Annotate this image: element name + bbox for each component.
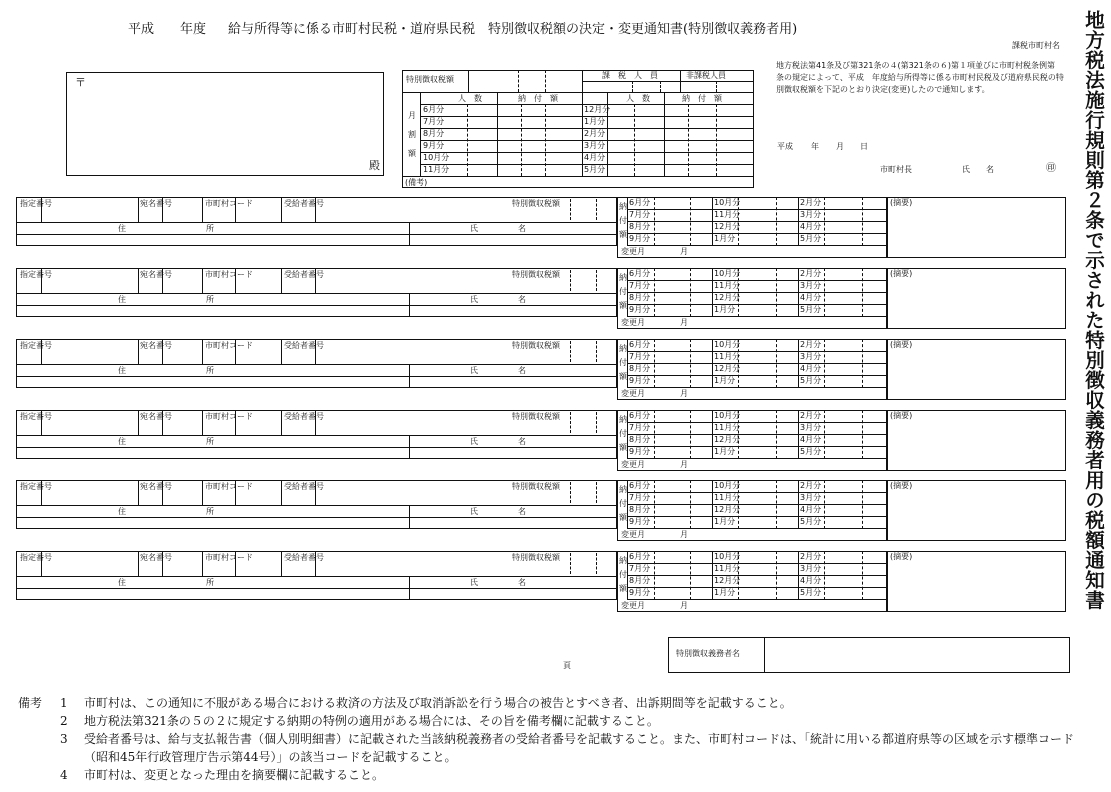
month-left: 7月分 <box>423 117 445 126</box>
month-left: 9月分 <box>423 141 445 150</box>
header-year-label: 年度 <box>180 22 207 37</box>
month-cell: 1月分 <box>714 234 736 243</box>
date-year: 年 <box>811 142 819 151</box>
month-cell: 9月分 <box>629 517 651 526</box>
note-item: 3 受給者番号は、給与支払報告書（個人別明細書）に記載された当該納税義務者の受給者番号を記載すること。また、市町村コードは、「統計に用いる都道府県等の区域を示す標準コード（昭和45年行政管理庁告示第44号）」の該当コードを記載すること。 <box>60 732 1075 764</box>
total-tax-label: 特別徴収税額 <box>406 75 454 84</box>
month-cell: 8月分 <box>629 435 651 444</box>
month-cell: 1月分 <box>714 447 736 456</box>
amount-label-left: 納 付 額 <box>518 94 558 103</box>
change-month-label: 変更月 <box>621 460 645 469</box>
name-label: 氏 名 <box>470 507 526 516</box>
pay-label-2: 付 <box>619 287 627 296</box>
taxed-label: 課 税 人 員 <box>602 71 658 80</box>
payee-no-label: 受給者番号 <box>284 199 324 208</box>
month-cell: 2月分 <box>800 552 822 561</box>
summary-label: (摘要) <box>890 481 913 490</box>
name-label: 氏 名 <box>470 437 526 446</box>
month-cell: 4月分 <box>800 505 822 514</box>
pay-label-1: 納 <box>619 415 627 424</box>
name-label: 氏 名 <box>470 578 526 587</box>
name-label: 氏 名 <box>470 295 526 304</box>
address-label: 住 所 <box>118 507 214 516</box>
month-cell: 4月分 <box>800 576 822 585</box>
note-item: 4 市町村は、変更となった理由を摘要欄に記載すること。 <box>60 768 385 782</box>
designation-no-label: 指定番号 <box>20 412 52 421</box>
month-cell: 5月分 <box>800 234 822 243</box>
month-cell: 3月分 <box>800 493 822 502</box>
recipient-no-label: 宛名番号 <box>140 412 172 421</box>
note-item: 1 市町村は、この通知に不服がある場合における救済の方法及び取消訴訟を行う場合の被告とすべき者、出訴期間等を記載すること。 <box>60 696 792 710</box>
change-month-unit: 月 <box>680 318 688 327</box>
month-right: 12月分 <box>584 105 611 114</box>
month-cell: 7月分 <box>629 281 651 290</box>
city-code-label: 市町村コード <box>205 482 253 491</box>
recipient-no-label: 宛名番号 <box>140 270 172 279</box>
signature-name: 氏 名 <box>962 165 994 174</box>
recipient-no-label: 宛名番号 <box>140 553 172 562</box>
month-cell: 3月分 <box>800 210 822 219</box>
page-label: 頁 <box>563 661 571 670</box>
month-left: 8月分 <box>423 129 445 138</box>
recipient-no-label: 宛名番号 <box>140 341 172 350</box>
month-left: 10月分 <box>423 153 450 162</box>
summary-label: (摘要) <box>890 269 913 278</box>
pay-label-3: 額 <box>619 513 627 522</box>
record-months-box <box>617 551 887 612</box>
address-label: 住 所 <box>118 295 214 304</box>
month-cell: 7月分 <box>629 564 651 573</box>
month-cell: 8月分 <box>629 364 651 373</box>
month-right: 4月分 <box>584 153 606 162</box>
month-cell: 7月分 <box>629 423 651 432</box>
change-month-unit: 月 <box>680 530 688 539</box>
month-cell: 6月分 <box>629 481 651 490</box>
month-cell: 11月分 <box>714 423 741 432</box>
month-cell: 1月分 <box>714 305 736 314</box>
month-cell: 12月分 <box>714 576 741 585</box>
month-cell: 12月分 <box>714 222 741 231</box>
month-cell: 9月分 <box>629 588 651 597</box>
notes-section <box>18 694 1078 784</box>
legal-text: 地方税法第41条及び第321条の４(第321条の６)第１項並びに市町村税条例第 条の規定によって、平成 年度給与所得等に係る市町村民税及び道府県民税の特別徴収税額を下記のとおり決定(変更)したので通知します。 <box>776 61 1071 94</box>
recipient-no-label: 宛名番号 <box>140 482 172 491</box>
address-label: 住 所 <box>118 437 214 446</box>
postal-mark: 〒 <box>75 76 86 89</box>
month-cell: 9月分 <box>629 234 651 243</box>
month-cell: 9月分 <box>629 447 651 456</box>
remarks-label: (備考) <box>405 178 428 187</box>
month-cell: 6月分 <box>629 269 651 278</box>
month-cell: 10月分 <box>714 411 741 420</box>
change-month-unit: 月 <box>680 389 688 398</box>
pay-label-2: 付 <box>619 499 627 508</box>
month-cell: 10月分 <box>714 198 741 207</box>
pay-label-2: 付 <box>619 570 627 579</box>
notes-heading: 備考 <box>18 696 43 710</box>
month-left: 11月分 <box>423 165 450 174</box>
month-cell: 8月分 <box>629 222 651 231</box>
designation-no-label: 指定番号 <box>20 482 52 491</box>
monthly-label-3: 額 <box>408 149 416 158</box>
month-cell: 12月分 <box>714 293 741 302</box>
people-label-right: 人 数 <box>626 94 650 103</box>
record-summary-box[interactable] <box>887 480 1066 541</box>
change-month-label: 変更月 <box>621 601 645 610</box>
pay-label-1: 納 <box>619 344 627 353</box>
pay-label-1: 納 <box>619 202 627 211</box>
change-month-label: 変更月 <box>621 247 645 256</box>
record-summary-box[interactable] <box>887 551 1066 612</box>
obligor-label: 特別徴収義務者名 <box>676 649 740 658</box>
seal-mark: ㊞ <box>1046 163 1056 174</box>
date-era: 平成 <box>777 142 793 151</box>
month-cell: 10月分 <box>714 552 741 561</box>
untaxed-label: 非課税人員 <box>686 71 726 80</box>
change-month-label: 変更月 <box>621 530 645 539</box>
month-cell: 10月分 <box>714 481 741 490</box>
city-code-label: 市町村コード <box>205 341 253 350</box>
change-month-label: 変更月 <box>621 318 645 327</box>
month-cell: 12月分 <box>714 364 741 373</box>
month-right: 1月分 <box>584 117 606 126</box>
month-cell: 3月分 <box>800 352 822 361</box>
tax-amount-label: 特別徴収税額 <box>512 412 560 421</box>
pay-label-3: 額 <box>619 372 627 381</box>
address-label: 住 所 <box>118 578 214 587</box>
month-cell: 5月分 <box>800 305 822 314</box>
month-cell: 6月分 <box>629 411 651 420</box>
city-code-label: 市町村コード <box>205 199 253 208</box>
change-month-unit: 月 <box>680 601 688 610</box>
month-cell: 9月分 <box>629 376 651 385</box>
name-label: 氏 名 <box>470 224 526 233</box>
month-right: 2月分 <box>584 129 606 138</box>
payee-no-label: 受給者番号 <box>284 553 324 562</box>
pay-label-3: 額 <box>619 230 627 239</box>
month-cell: 9月分 <box>629 305 651 314</box>
month-cell: 5月分 <box>800 376 822 385</box>
month-cell: 2月分 <box>800 269 822 278</box>
pay-label-3: 額 <box>619 301 627 310</box>
month-cell: 5月分 <box>800 588 822 597</box>
month-cell: 12月分 <box>714 435 741 444</box>
month-cell: 6月分 <box>629 552 651 561</box>
summary-table <box>402 70 754 188</box>
month-cell: 7月分 <box>629 210 651 219</box>
payee-no-label: 受給者番号 <box>284 482 324 491</box>
date-day: 日 <box>860 142 868 151</box>
month-cell: 5月分 <box>800 447 822 456</box>
month-right: 5月分 <box>584 165 606 174</box>
month-cell: 7月分 <box>629 352 651 361</box>
month-cell: 11月分 <box>714 352 741 361</box>
month-cell: 11月分 <box>714 281 741 290</box>
tax-amount-label: 特別徴収税額 <box>512 553 560 562</box>
month-cell: 11月分 <box>714 564 741 573</box>
record-months-box <box>617 410 887 471</box>
tax-amount-label: 特別徴収税額 <box>512 341 560 350</box>
recipient-no-label: 宛名番号 <box>140 199 172 208</box>
record-summary-box[interactable] <box>887 339 1066 400</box>
month-cell: 4月分 <box>800 364 822 373</box>
people-label-left: 人 数 <box>458 94 482 103</box>
pay-label-2: 付 <box>619 216 627 225</box>
month-cell: 11月分 <box>714 493 741 502</box>
month-cell: 6月分 <box>629 340 651 349</box>
record-months-box <box>617 197 887 258</box>
honorific: 殿 <box>369 159 380 172</box>
change-month-unit: 月 <box>680 460 688 469</box>
note-item: 2 地方税法第321条の５の２に規定する納期の特例の適用がある場合には、その旨を備考欄に記載すること。 <box>60 714 659 728</box>
month-cell: 8月分 <box>629 576 651 585</box>
month-cell: 3月分 <box>800 564 822 573</box>
date-month: 月 <box>836 142 844 151</box>
summary-label: (摘要) <box>890 411 913 420</box>
designation-no-label: 指定番号 <box>20 270 52 279</box>
month-cell: 3月分 <box>800 281 822 290</box>
address-label: 住 所 <box>118 366 214 375</box>
record-summary-box[interactable] <box>887 410 1066 471</box>
pay-label-2: 付 <box>619 358 627 367</box>
record-months-box <box>617 268 887 329</box>
monthly-label-2: 割 <box>408 130 416 139</box>
month-cell: 2月分 <box>800 340 822 349</box>
month-cell: 10月分 <box>714 340 741 349</box>
record-months-box <box>617 480 887 541</box>
month-cell: 2月分 <box>800 198 822 207</box>
amount-label-right: 納 付 額 <box>682 94 722 103</box>
month-cell: 8月分 <box>629 505 651 514</box>
address-box[interactable] <box>66 72 384 176</box>
pay-label-2: 付 <box>619 429 627 438</box>
monthly-label-1: 月 <box>408 111 416 120</box>
month-cell: 6月分 <box>629 198 651 207</box>
month-cell: 5月分 <box>800 517 822 526</box>
month-cell: 7月分 <box>629 493 651 502</box>
summary-label: (摘要) <box>890 198 913 207</box>
header-era: 平成 <box>128 22 155 37</box>
month-cell: 2月分 <box>800 411 822 420</box>
office-label: 課税市町村名 <box>1012 41 1060 50</box>
record-summary-box[interactable] <box>887 268 1066 329</box>
change-month-label: 変更月 <box>621 389 645 398</box>
month-cell: 4月分 <box>800 435 822 444</box>
month-cell: 1月分 <box>714 588 736 597</box>
month-cell: 12月分 <box>714 505 741 514</box>
pay-label-1: 納 <box>619 273 627 282</box>
address-label: 住 所 <box>118 224 214 233</box>
record-summary-box[interactable] <box>887 197 1066 258</box>
month-cell: 11月分 <box>714 210 741 219</box>
payee-no-label: 受給者番号 <box>284 270 324 279</box>
pay-label-3: 額 <box>619 584 627 593</box>
payee-no-label: 受給者番号 <box>284 341 324 350</box>
city-code-label: 市町村コード <box>205 270 253 279</box>
month-cell: 4月分 <box>800 293 822 302</box>
tax-amount-label: 特別徴収税額 <box>512 270 560 279</box>
record-months-box <box>617 339 887 400</box>
month-right: 3月分 <box>584 141 606 150</box>
summary-label: (摘要) <box>890 340 913 349</box>
summary-label: (摘要) <box>890 552 913 561</box>
side-title: 地方税法施行規則第２条で示された特別徴収義務者用の税額通知書 <box>1082 10 1105 610</box>
pay-label-1: 納 <box>619 485 627 494</box>
month-cell: 2月分 <box>800 481 822 490</box>
month-cell: 3月分 <box>800 423 822 432</box>
designation-no-label: 指定番号 <box>20 341 52 350</box>
name-label: 氏 名 <box>470 366 526 375</box>
city-code-label: 市町村コード <box>205 412 253 421</box>
month-cell: 4月分 <box>800 222 822 231</box>
city-code-label: 市町村コード <box>205 553 253 562</box>
month-cell: 1月分 <box>714 376 736 385</box>
payee-no-label: 受給者番号 <box>284 412 324 421</box>
pay-label-1: 納 <box>619 556 627 565</box>
change-month-unit: 月 <box>680 247 688 256</box>
tax-amount-label: 特別徴収税額 <box>512 199 560 208</box>
pay-label-3: 額 <box>619 443 627 452</box>
designation-no-label: 指定番号 <box>20 199 52 208</box>
mayor-label: 市町村長 <box>880 165 912 174</box>
designation-no-label: 指定番号 <box>20 553 52 562</box>
month-left: 6月分 <box>423 105 445 114</box>
page-title: 給与所得等に係る市町村民税・道府県民税 特別徴収税額の決定・変更通知書(特別徴収義務者用) <box>228 22 798 37</box>
tax-amount-label: 特別徴収税額 <box>512 482 560 491</box>
month-cell: 10月分 <box>714 269 741 278</box>
month-cell: 8月分 <box>629 293 651 302</box>
month-cell: 1月分 <box>714 517 736 526</box>
